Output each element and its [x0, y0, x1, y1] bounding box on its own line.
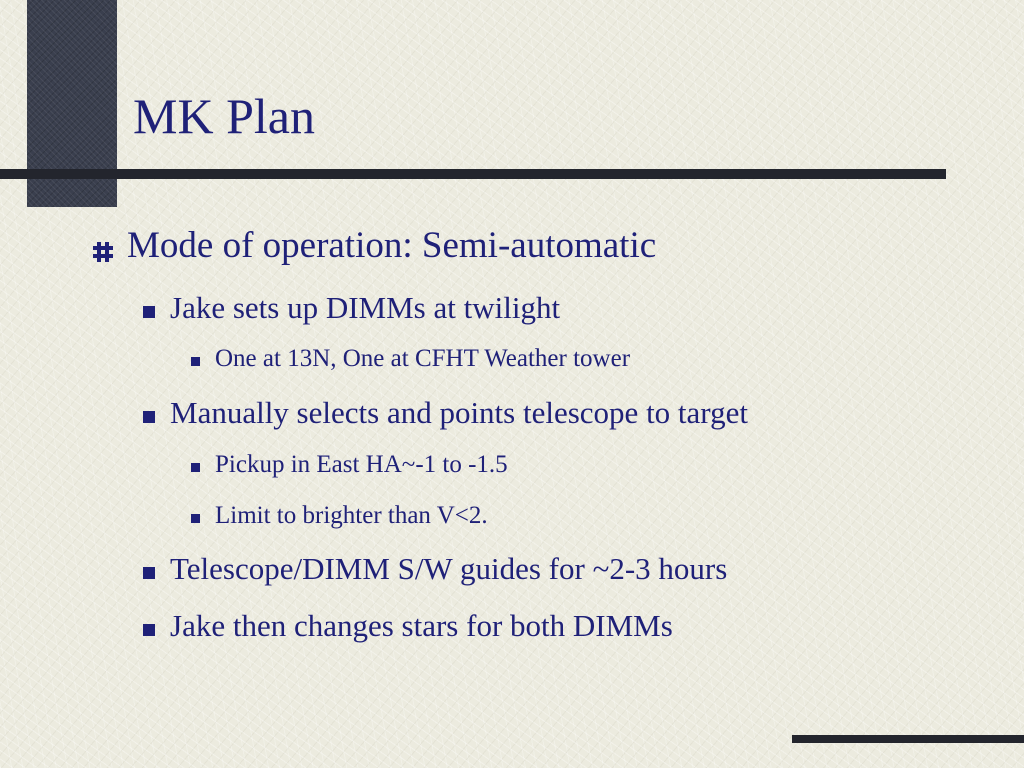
- square-bullet-icon: [191, 463, 200, 472]
- bullet-text: Limit to brighter than V<2.: [215, 502, 488, 529]
- bullet-level2: [170, 608, 673, 644]
- zapf-dingbat-cross-icon: [92, 241, 114, 263]
- bullet-text: Manually selects and points telescope to target: [170, 395, 748, 430]
- square-bullet-icon: [191, 357, 200, 366]
- square-bullet-icon: [191, 514, 200, 523]
- bullet-level3: [215, 451, 508, 480]
- bullet-text: Jake then changes stars for both DIMMs: [170, 608, 673, 643]
- bullet-text: Jake sets up DIMMs at twilight: [170, 290, 561, 325]
- bullet-level2: [170, 551, 727, 587]
- slide-title: MK Plan: [133, 88, 315, 144]
- bullet-text: Pickup in East HA~-1 to -1.5: [215, 451, 508, 478]
- square-bullet-icon: [143, 567, 155, 579]
- bullet-text: Mode of operation: Semi-automatic: [127, 225, 657, 266]
- bullet-level1: [127, 225, 656, 268]
- bullet-text: Telescope/DIMM S/W guides for ~2-3 hours: [170, 551, 728, 586]
- square-bullet-icon: [143, 306, 155, 318]
- square-bullet-icon: [143, 624, 155, 636]
- bullet-level2: [170, 290, 560, 326]
- bullet-level3: [215, 345, 630, 374]
- bullet-level3: [215, 502, 488, 531]
- bullet-level2: [170, 395, 748, 431]
- bullet-text: One at 13N, One at CFHT Weather tower: [215, 345, 631, 372]
- square-bullet-icon: [143, 411, 155, 423]
